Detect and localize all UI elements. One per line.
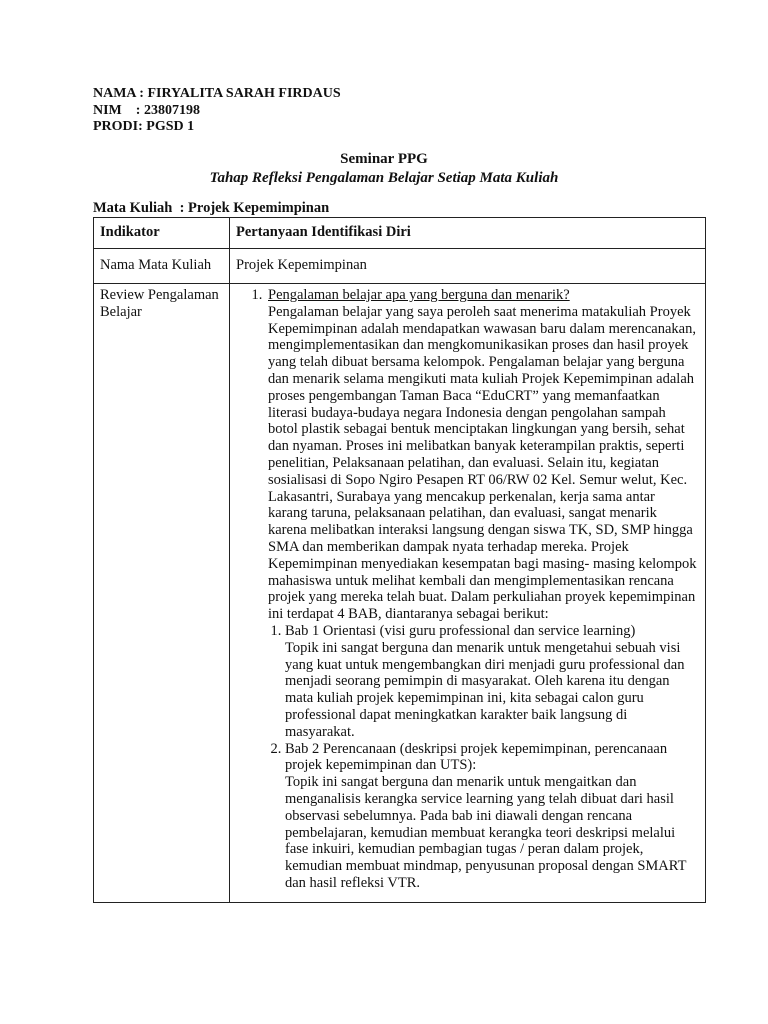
question-list bbox=[236, 287, 697, 623]
bab-body: Topik ini sangat berguna dan menarik untuk mengaitkan dan menganalisis kerangka service learning yang telah dibuat dari hasil observasi sebelumnya. Pada bab ini diawali dengan rencana pembelajaran, kemudian membuat kerangka teori deskripsi melalui fase inkuiri, kemudian pembagian tugas / peran dalam projek, kemudian membuat mindmap, penyusunan proposal dengan SMART dan hasil refleksi VTR. bbox=[285, 774, 687, 891]
name-value: FIRYALITA SARAH FIRDAUS bbox=[147, 86, 341, 101]
question-title: Pengalaman belajar apa yang berguna dan menarik? bbox=[268, 287, 570, 303]
student-identity bbox=[93, 86, 341, 136]
reflection-table bbox=[93, 217, 706, 903]
course-name-label: Nama Mata Kuliah bbox=[94, 249, 230, 284]
prodi-value: PGSD 1 bbox=[146, 119, 195, 134]
nim-label: NIM : bbox=[93, 102, 144, 118]
nim-row bbox=[93, 103, 341, 120]
bab-title: 1. Bab 1 Orientasi (visi guru professional dan service learning) bbox=[285, 622, 636, 639]
bab-list bbox=[236, 623, 697, 892]
table-row-course-name bbox=[94, 249, 706, 284]
question-item bbox=[266, 287, 697, 623]
document-heading bbox=[93, 150, 675, 188]
nim-value: 23807198 bbox=[143, 102, 200, 118]
prodi-label: PRODI: bbox=[93, 119, 147, 134]
course-line: Mata Kuliah : Projek Kepemimpinan bbox=[93, 200, 330, 216]
document-title: Seminar PPG bbox=[340, 151, 428, 167]
review-content-cell bbox=[230, 284, 706, 903]
review-label: Review Pengalaman Belajar bbox=[100, 287, 219, 320]
bab-item bbox=[285, 623, 697, 741]
name-label: NAMA : bbox=[93, 86, 148, 101]
table-row-review bbox=[94, 284, 706, 903]
header-cell-indikator: Indikator bbox=[94, 218, 230, 249]
bab-item bbox=[285, 741, 697, 892]
document-subtitle: Tahap Refleksi Pengalaman Belajar Setiap Mata Kuliah bbox=[209, 170, 559, 186]
course-name-value: Projek Kepemimpinan bbox=[230, 249, 706, 284]
prodi-row bbox=[93, 119, 341, 136]
header-cell-pertanyaan: Pertanyaan Identifikasi Diri bbox=[230, 218, 706, 249]
name-row bbox=[93, 86, 341, 103]
bab-title: 2. Bab 2 Perencanaan (deskripsi projek kepemimpinan, perencanaan projek kepemimpinan dan UTS): bbox=[285, 740, 668, 774]
table-header-row bbox=[94, 218, 706, 249]
bab-body: Topik ini sangat berguna dan menarik untuk mengetahui sebuah visi yang kuat untuk mengembangkan diri menjadi guru professional dan menjadi seorang pemimpin di masyarakat. Oleh karena itu dengan mata kuliah projek kepemimpinan ini, kita sebagai calon guru professional dapat meningkatkan karakter baik langsung di masyarakat. bbox=[285, 639, 685, 740]
review-label-cell bbox=[94, 284, 230, 903]
question-answer: Pengalaman belajar yang saya peroleh saat menerima matakuliah Proyek Kepemimpinan adalah mendapatkan wawasan baru dalam merencanakan, mengimplementasikan dan mengkomunikasikan proses dan hasil proyek yang telah dibuat bersama kelompok. Pengalaman belajar yang berguna dan menarik selama mengikuti mata kuliah Projek Kepemimpinan adalah proses pengembangan Taman Baca “EduCRT” yang memanfaatkan literasi budaya-budaya negara Indonesia dengan pengolahan sampah botol plastik sebagai bentuk menciptakan lingkungan yang bersih, sehat dan nyaman. Proses ini melibatkan banyak keterampilan praktis, seperti penelitian, Pelaksanaan pelatihan, dan evaluasi. Selain itu, kegiatan sosialisasi di Sopo Ngiro Pesapen RT 06/RW 02 Kel. Semur welut, Kec. Lakasantri, Surabaya yang mencakup perkenalan, kerja sama antar karang taruna, pelaksanaan pelatihan, dan evaluasi, sangat menarik karena melibatkan interaksi langsung dengan siswa TK, SD, SMP hingga SMA dan memberikan dampak nyata terhadap mereka. Projek Kepemimpinan menyediakan kesempatan bagi masing- masing kelompok mahasiswa untuk melihat kembali dan mengimplementasikan rencana projek yang mereka telah buat. Dalam perkuliahan proyek kepemimpinan ini terdapat 4 BAB, diantaranya sebagai berikut: bbox=[268, 303, 697, 623]
